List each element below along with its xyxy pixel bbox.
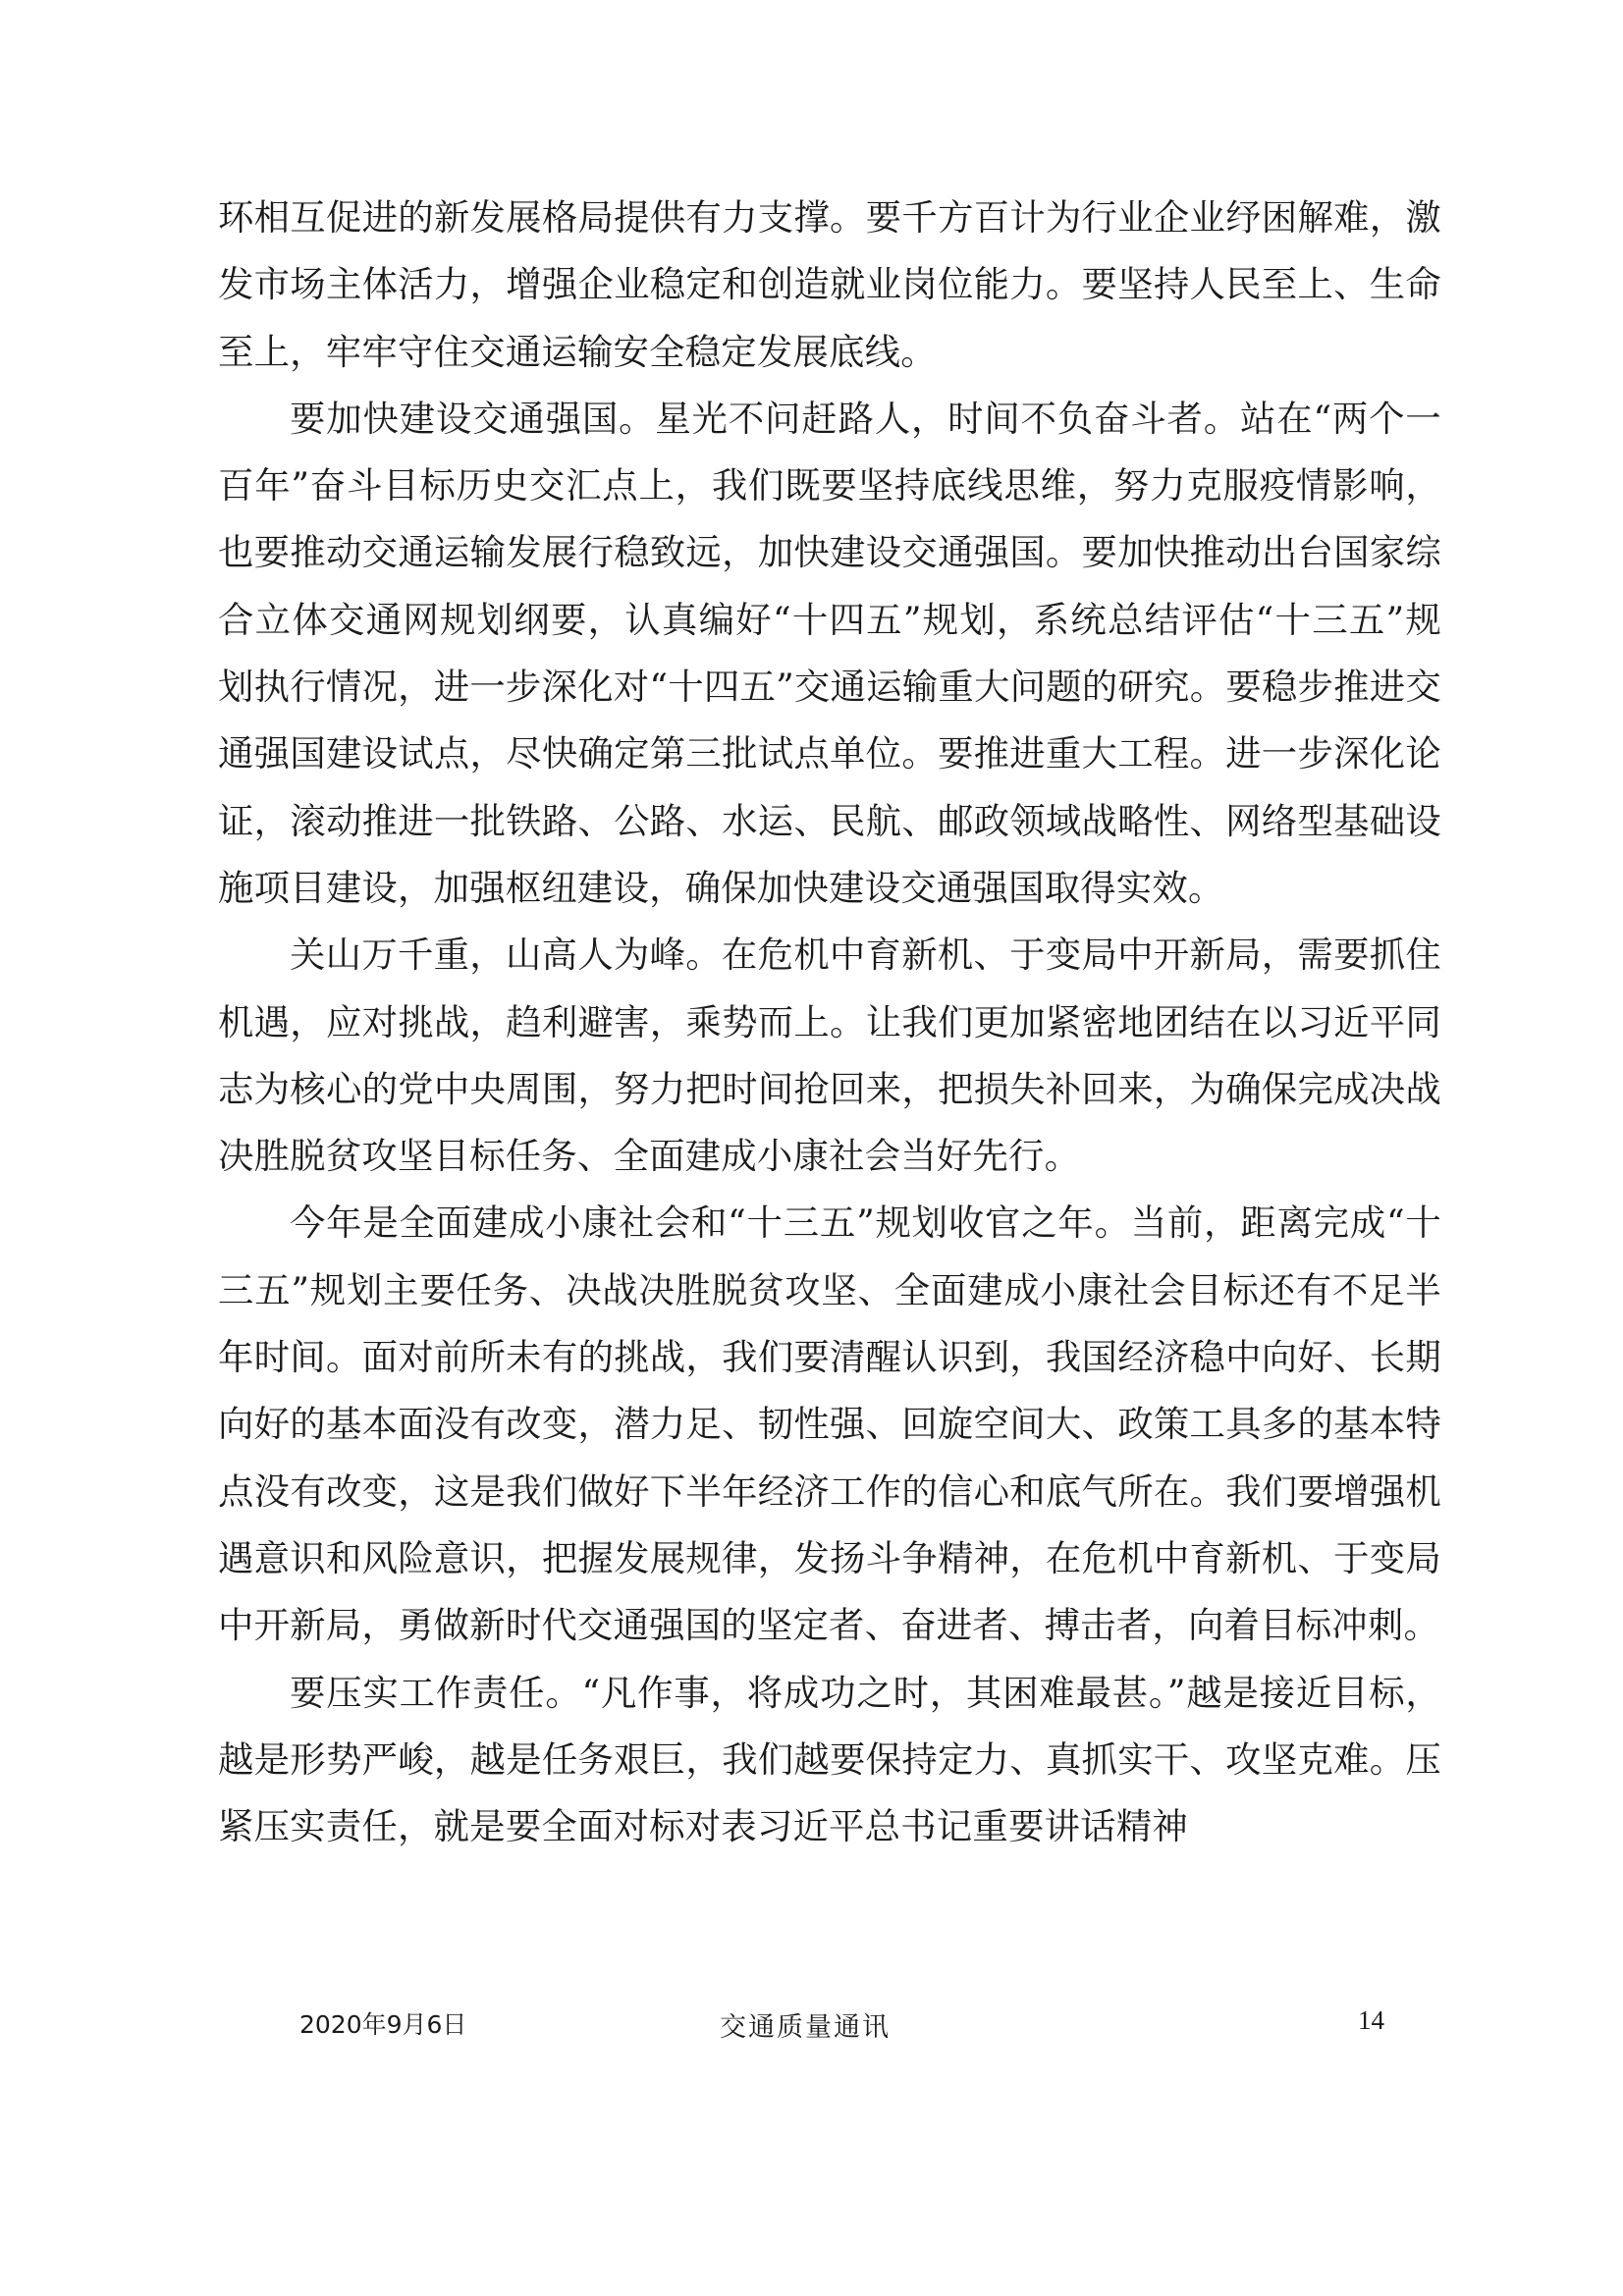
paragraph: 要压实工作责任。“凡作事，将成功之时，其困难最甚。”越是接近目标，越是形势严峻，越是任务艰巨，我们越要保持定力、真抓实干、攻坚克难。压紧压实责任，就是要全面对标对表习近平总书记重要讲话精神 [218,1671,1441,1848]
footer-date: 2020年9月6日 [299,2010,467,2039]
article-body [218,185,1441,1860]
page-footer [0,1998,1623,2047]
paragraph: 要加快建设交通强国。星光不问赶路人，时间不负奋斗者。站在“两个一百年”奋斗目标历史交汇点上，我们既要坚持底线思维，努力克服疫情影响，也要推动交通运输发展行稳致远，加快建设交通强国。要加快推动出台国家综合立体交通网规划纲要，认真编好“十四五”规划，系统总结评估“十三五”规划执行情况，进一步深化对“十四五”交通运输重大问题的研究。要稳步推进交通强国建设试点，尽快确定第三批试点单位。要推进重大工程。进一步深化论证，滚动推进一批铁路、公路、水运、民航、邮政领域战略性、网络型基础设施项目建设，加强枢纽建设，确保加快建设交通强国取得实效。 [218,397,1441,909]
page-number: 14 [1358,2005,1384,2035]
paragraph: 关山万千重，山高人为峰。在危机中育新机、于变局中开新局，需要抓住机遇，应对挑战，趋利避害，乘势而上。让我们更加紧密地团结在以习近平同志为核心的党中央周围，努力把时间抢回来，把损失补回来，为确保完成决战决胜脱贫攻坚目标任务、全面建成小康社会当好先行。 [218,934,1441,1178]
paragraph: 环相互促进的新发展格局提供有力支撑。要千方百计为行业企业纾困解难，激发市场主体活力，增强企业稳定和创造就业岗位能力。要坚持人民至上、生命至上，牢牢守住交通运输安全稳定发展底线。 [218,196,1441,373]
footer-publication-name: 交通质量通讯 [720,2012,891,2043]
paragraph: 今年是全面建成小康社会和“十三五”规划收官之年。当前，距离完成“十三五”规划主要任务、决战决胜脱贫攻坚、全面建成小康社会目标还有不足半年时间。面对前所未有的挑战，我们要清醒认识到，我国经济稳中向好、长期向好的基本面没有改变，潜力足、韧性强、回旋空间大、政策工具多的基本特点没有改变，这是我们做好下半年经济工作的信心和底气所在。我们要增强机遇意识和风险意识，把握发展规律，发扬斗争精神，在危机中育新机、于变局中开新局，勇做新时代交通强国的坚定者、奋进者、搏击者，向着目标冲刺。 [218,1201,1441,1647]
